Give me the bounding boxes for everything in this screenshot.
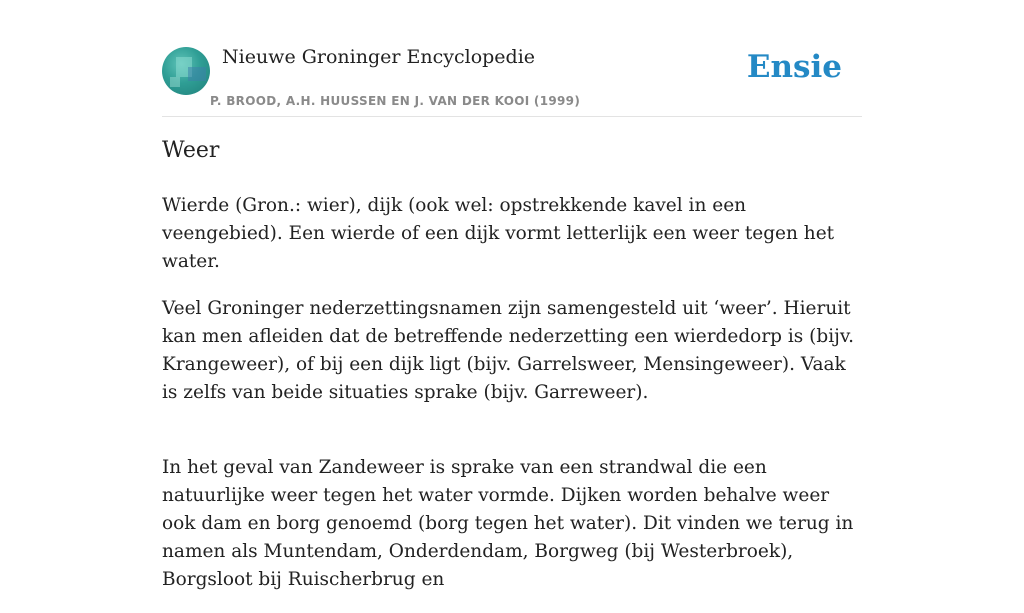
book-authors: P. BROOD, A.H. HUUSSEN EN J. VAN DER KOOI (1999): [210, 94, 581, 108]
entry-paragraph: Wierde (Gron.: wier), dijk (ook wel: opstrekkende kavel in een veengebied). Een wierde of een dijk vormt letterlijk een weer tegen het water.: [162, 195, 835, 272]
entry-paragraph: In het geval van Zandeweer is sprake van een strandwal die een natuurlijke weer tegen het water vormde. Dijken worden behalve weer ook dam en borg genoemd (borg tegen het water). Dit vinden we terug in namen als Muntendam, Onderdendam, Borgweg (bij Westerbroek), Borgsloot bij Ruischerbrug en: [162, 457, 854, 590]
book-header: [162, 40, 862, 117]
book-title-link[interactable]: Nieuwe Groninger Encyclopedie: [222, 46, 536, 68]
cover-pattern: [188, 67, 206, 81]
book-cover-image[interactable]: [162, 47, 210, 95]
entry-paragraph: Veel Groninger nederzettingsnamen zijn samengesteld uit ‘weer’. Hieruit kan men afleiden dat de betreffende nederzetting een wierdedorp is (bijv. Krangeweer), of bij een dijk ligt (bijv. Garrelsweer, Mensingeweer). Vaak is zelfs van beide situaties sprake (bijv. Garreweer).: [162, 298, 855, 403]
entry-title: Weer: [162, 138, 220, 163]
cover-pattern: [170, 77, 180, 87]
ensie-logo-link[interactable]: Ensie: [746, 49, 842, 85]
entry-body: [162, 192, 867, 613]
